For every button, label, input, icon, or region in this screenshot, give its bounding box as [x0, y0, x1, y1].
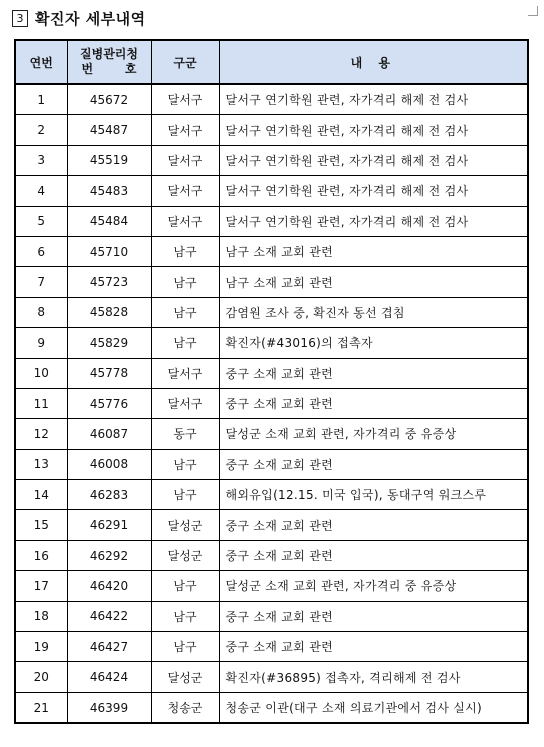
row-no: 7 — [15, 267, 67, 297]
row-id: 46283 — [67, 480, 151, 510]
row-content: 중구 소재 교회 관련 — [219, 388, 528, 418]
header-district: 구군 — [151, 40, 219, 84]
row-content: 달서구 연기학원 관련, 자가격리 해제 전 검사 — [219, 206, 528, 236]
table-row — [15, 206, 528, 236]
row-district: 남구 — [151, 571, 219, 601]
table-row — [15, 388, 528, 418]
row-content: 중구 소재 교회 관련 — [219, 449, 528, 479]
table-row — [15, 480, 528, 510]
row-district: 남구 — [151, 632, 219, 662]
row-id: 46292 — [67, 540, 151, 570]
row-content: 청송군 이관(대구 소재 의료기관에서 검사 실시) — [219, 692, 528, 723]
row-content: 해외유입(12.15. 미국 입국), 동대구역 워크스루 — [219, 480, 528, 510]
row-district: 남구 — [151, 297, 219, 327]
row-content: 달서구 연기학원 관련, 자가격리 해제 전 검사 — [219, 176, 528, 206]
row-no: 9 — [15, 328, 67, 358]
case-details-table — [14, 39, 529, 724]
row-no: 1 — [15, 84, 67, 115]
row-no: 11 — [15, 388, 67, 418]
row-district: 달서구 — [151, 206, 219, 236]
row-no: 19 — [15, 632, 67, 662]
row-no: 6 — [15, 236, 67, 266]
row-id: 45828 — [67, 297, 151, 327]
table-row — [15, 571, 528, 601]
row-district: 달성군 — [151, 662, 219, 692]
table-row — [15, 692, 528, 723]
row-no: 10 — [15, 358, 67, 388]
row-content: 확진자(#43016)의 접촉자 — [219, 328, 528, 358]
row-content: 달성군 소재 교회 관련, 자가격리 중 유증상 — [219, 419, 528, 449]
row-content: 달서구 연기학원 관련, 자가격리 해제 전 검사 — [219, 145, 528, 175]
table-row — [15, 176, 528, 206]
table-header-row — [15, 40, 528, 84]
row-no: 13 — [15, 449, 67, 479]
row-district: 달서구 — [151, 145, 219, 175]
table-row — [15, 449, 528, 479]
row-district: 청송군 — [151, 692, 219, 723]
row-district: 달서구 — [151, 84, 219, 115]
table-row — [15, 662, 528, 692]
row-no: 17 — [15, 571, 67, 601]
row-no: 14 — [15, 480, 67, 510]
row-content: 남구 소재 교회 관련 — [219, 267, 528, 297]
row-district: 남구 — [151, 601, 219, 631]
table-row — [15, 328, 528, 358]
section-number-box: 3 — [12, 10, 28, 27]
row-no: 3 — [15, 145, 67, 175]
header-content: 내 용 — [219, 40, 528, 84]
row-no: 15 — [15, 510, 67, 540]
row-content: 달서구 연기학원 관련, 자가격리 해제 전 검사 — [219, 115, 528, 145]
page-corner-mark — [528, 6, 538, 16]
section-title-text: 확진자 세부내역 — [35, 9, 146, 28]
row-district: 달서구 — [151, 358, 219, 388]
row-no: 20 — [15, 662, 67, 692]
row-district: 남구 — [151, 328, 219, 358]
table-row — [15, 419, 528, 449]
table-row — [15, 145, 528, 175]
table-row — [15, 358, 528, 388]
row-content: 중구 소재 교회 관련 — [219, 358, 528, 388]
row-id: 46399 — [67, 692, 151, 723]
section-title — [12, 6, 146, 30]
row-district: 남구 — [151, 267, 219, 297]
row-no: 8 — [15, 297, 67, 327]
row-district: 동구 — [151, 419, 219, 449]
header-id-line2b: 호 — [124, 62, 137, 76]
header-no: 연번 — [15, 40, 67, 84]
table-row — [15, 297, 528, 327]
header-id-line2a: 번 — [81, 62, 94, 76]
row-no: 2 — [15, 115, 67, 145]
row-id: 46422 — [67, 601, 151, 631]
row-district: 남구 — [151, 449, 219, 479]
row-content: 확진자(#36895) 접촉자, 격리해제 전 검사 — [219, 662, 528, 692]
row-no: 16 — [15, 540, 67, 570]
row-content: 남구 소재 교회 관련 — [219, 236, 528, 266]
row-district: 달성군 — [151, 540, 219, 570]
row-district: 남구 — [151, 480, 219, 510]
row-district: 달서구 — [151, 388, 219, 418]
row-content: 중구 소재 교회 관련 — [219, 510, 528, 540]
table-row — [15, 632, 528, 662]
row-id: 46424 — [67, 662, 151, 692]
table-row — [15, 601, 528, 631]
row-content: 달성군 소재 교회 관련, 자가격리 중 유증상 — [219, 571, 528, 601]
row-id: 45776 — [67, 388, 151, 418]
table-row — [15, 510, 528, 540]
row-id: 45710 — [67, 236, 151, 266]
row-id: 46291 — [67, 510, 151, 540]
row-no: 18 — [15, 601, 67, 631]
row-id: 46420 — [67, 571, 151, 601]
row-id: 45519 — [67, 145, 151, 175]
row-id: 45672 — [67, 84, 151, 115]
row-district: 달서구 — [151, 176, 219, 206]
row-id: 45484 — [67, 206, 151, 236]
row-content: 감염원 조사 중, 확진자 동선 겹침 — [219, 297, 528, 327]
row-district: 달성군 — [151, 510, 219, 540]
row-no: 5 — [15, 206, 67, 236]
row-id: 45723 — [67, 267, 151, 297]
row-id: 45487 — [67, 115, 151, 145]
row-id: 46087 — [67, 419, 151, 449]
row-no: 21 — [15, 692, 67, 723]
row-no: 12 — [15, 419, 67, 449]
row-content: 달서구 연기학원 관련, 자가격리 해제 전 검사 — [219, 84, 528, 115]
row-district: 달서구 — [151, 115, 219, 145]
row-id: 45778 — [67, 358, 151, 388]
header-id-line1: 질병관리청 — [80, 47, 138, 61]
row-no: 4 — [15, 176, 67, 206]
row-id: 46427 — [67, 632, 151, 662]
row-id: 45829 — [67, 328, 151, 358]
table-row — [15, 84, 528, 115]
table-row — [15, 236, 528, 266]
row-content: 중구 소재 교회 관련 — [219, 540, 528, 570]
table-row — [15, 540, 528, 570]
table-row — [15, 115, 528, 145]
row-district: 남구 — [151, 236, 219, 266]
row-id: 46008 — [67, 449, 151, 479]
header-id — [67, 40, 151, 84]
table-row — [15, 267, 528, 297]
row-content: 중구 소재 교회 관련 — [219, 632, 528, 662]
row-id: 45483 — [67, 176, 151, 206]
row-content: 중구 소재 교회 관련 — [219, 601, 528, 631]
